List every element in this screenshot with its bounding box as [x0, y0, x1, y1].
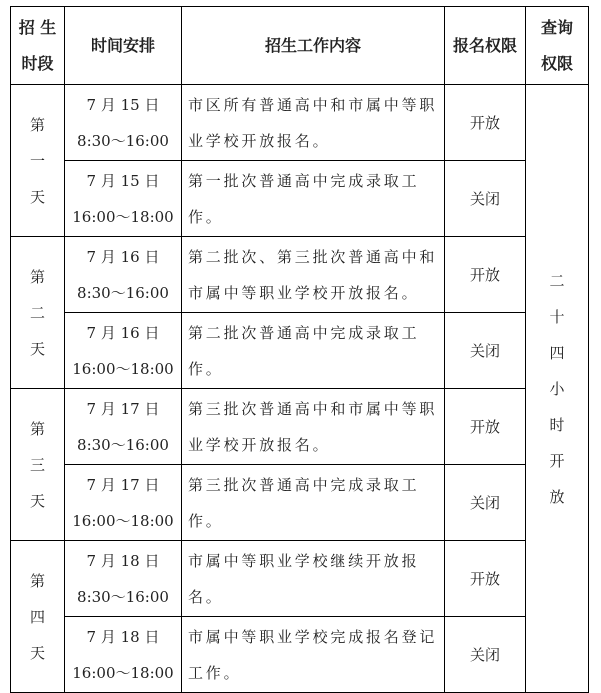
- register-cell: 关闭: [445, 313, 526, 389]
- content-cell: 第一批次普通高中完成录取工作。: [182, 161, 445, 237]
- header-query: [526, 7, 589, 85]
- table-row: [11, 161, 589, 237]
- header-register: 报名权限: [445, 7, 526, 85]
- day-cell-1: [11, 85, 65, 237]
- table-row: [11, 389, 589, 465]
- register-cell: 开放: [445, 389, 526, 465]
- day-char: 天: [29, 339, 45, 358]
- header-query-line2: 权限: [540, 53, 573, 73]
- day-char: 天: [29, 643, 45, 662]
- day-cell-3: [11, 389, 65, 541]
- table-row: [11, 313, 589, 389]
- date-text: 7 月 18 日: [86, 551, 160, 570]
- day-char: 第: [29, 115, 45, 134]
- content-cell: 市属中等职业学校完成报名登记工作。: [182, 617, 445, 693]
- table-row: [11, 617, 589, 693]
- header-query-line1: 查询: [540, 17, 573, 37]
- time-cell: [65, 389, 182, 465]
- query-cell: [526, 85, 589, 693]
- header-content: 招生工作内容: [182, 7, 445, 85]
- query-char: 放: [549, 487, 565, 506]
- day-char: 第: [29, 571, 45, 590]
- day-char: 二: [29, 303, 45, 322]
- time-cell: [65, 237, 182, 313]
- content-cell: 第二批次普通高中完成录取工作。: [182, 313, 445, 389]
- enrollment-schedule-table: [10, 6, 589, 693]
- register-cell: 开放: [445, 237, 526, 313]
- query-char: 开: [549, 451, 565, 470]
- header-time: 时间安排: [65, 7, 182, 85]
- date-text: 7 月 17 日: [86, 475, 160, 494]
- query-char: 十: [549, 307, 565, 326]
- date-text: 7 月 16 日: [86, 323, 160, 342]
- content-cell: 市区所有普通高中和市属中等职业学校开放报名。: [182, 85, 445, 161]
- content-cell: 第三批次普通高中和市属中等职业学校开放报名。: [182, 389, 445, 465]
- date-text: 7 月 16 日: [86, 247, 160, 266]
- day-char: 天: [29, 187, 45, 206]
- time-text: 8:30～16:00: [77, 283, 169, 302]
- day-cell-2: [11, 237, 65, 389]
- day-char: 第: [29, 419, 45, 438]
- table-row: [11, 237, 589, 313]
- content-cell: 第三批次普通高中完成录取工作。: [182, 465, 445, 541]
- time-text: 8:30～16:00: [77, 435, 169, 454]
- time-text: 16:00～18:00: [72, 207, 174, 226]
- day-cell-4: [11, 541, 65, 693]
- time-text: 16:00～18:00: [72, 663, 174, 682]
- header-row: [11, 7, 589, 85]
- header-period-line1: 招 生: [18, 17, 57, 37]
- register-cell: 开放: [445, 541, 526, 617]
- time-cell: [65, 161, 182, 237]
- header-period-line2: 时段: [21, 53, 54, 73]
- register-cell: 关闭: [445, 617, 526, 693]
- query-char: 小: [549, 379, 565, 398]
- table-row: [11, 465, 589, 541]
- time-cell: [65, 85, 182, 161]
- content-cell: 市属中等职业学校继续开放报名。: [182, 541, 445, 617]
- query-char: 时: [549, 415, 565, 434]
- time-cell: [65, 541, 182, 617]
- time-text: 8:30～16:00: [77, 587, 169, 606]
- day-char: 三: [29, 455, 45, 474]
- content-cell: 第二批次、第三批次普通高中和市属中等职业学校开放报名。: [182, 237, 445, 313]
- date-text: 7 月 17 日: [86, 399, 160, 418]
- register-cell: 关闭: [445, 161, 526, 237]
- query-char: 四: [549, 343, 565, 362]
- day-char: 一: [29, 151, 45, 170]
- register-cell: 开放: [445, 85, 526, 161]
- date-text: 7 月 18 日: [86, 627, 160, 646]
- day-char: 天: [29, 491, 45, 510]
- table-row: [11, 85, 589, 161]
- register-cell: 关闭: [445, 465, 526, 541]
- time-cell: [65, 617, 182, 693]
- date-text: 7 月 15 日: [86, 171, 160, 190]
- header-period: [11, 7, 65, 85]
- time-cell: [65, 465, 182, 541]
- time-text: 16:00～18:00: [72, 359, 174, 378]
- day-char: 第: [29, 267, 45, 286]
- day-char: 四: [29, 607, 45, 626]
- table-row: [11, 541, 589, 617]
- date-text: 7 月 15 日: [86, 95, 160, 114]
- time-text: 16:00～18:00: [72, 511, 174, 530]
- query-char: 二: [549, 271, 565, 290]
- time-cell: [65, 313, 182, 389]
- time-text: 8:30～16:00: [77, 131, 169, 150]
